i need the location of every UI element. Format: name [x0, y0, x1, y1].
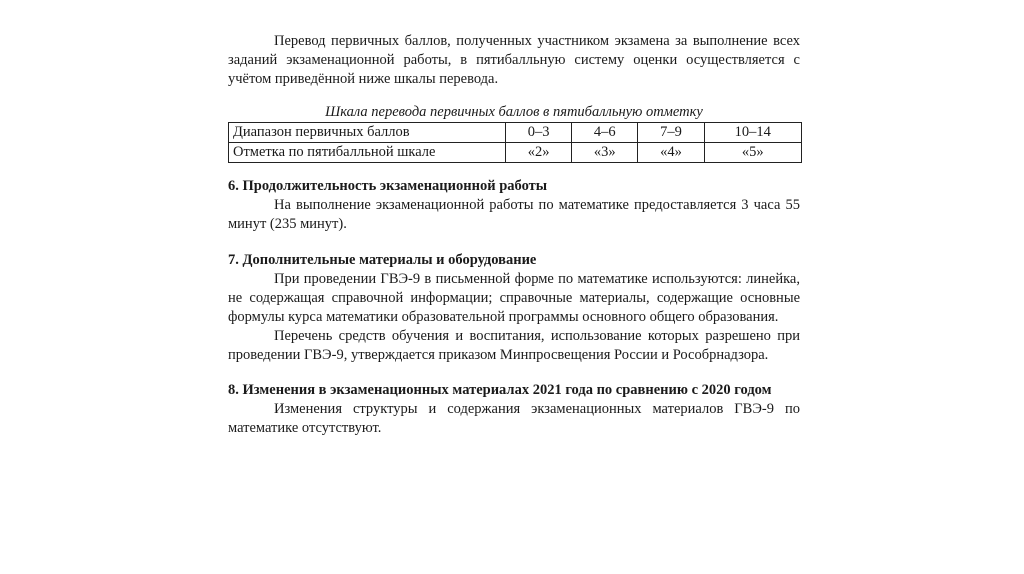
table-cell: 7–9 [638, 123, 704, 143]
table-cell: «5» [704, 143, 801, 163]
intro-paragraph: Перевод первичных баллов, полученных участником экзамена за выполнение всех заданий экзаменационной работы, в пятибалльную систему оценки осуществляется с учётом приведённой ниже шкалы перевода. [228, 33, 800, 87]
table-row [229, 123, 802, 143]
section-6 [228, 177, 800, 234]
section-7-body-2: Перечень средств обучения и воспитания, использование которых разрешено при проведении ГВЭ-9, утверждается приказом Минпросвещения России и Рособрнадзора. [228, 328, 800, 363]
section-7-body-1: При проведении ГВЭ-9 в письменной форме по математике используются: линейка, не содержащая справочной информации; справочные материалы, содержащие основные формулы курса математики образовательной программы основного общего образования. [228, 271, 800, 325]
table-cell-label: Диапазон первичных баллов [229, 123, 506, 143]
table-row [229, 143, 802, 163]
table-cell: 10–14 [704, 123, 801, 143]
table-cell: «4» [638, 143, 704, 163]
table-cell: 4–6 [572, 123, 638, 143]
document-page [228, 32, 800, 438]
section-6-heading: 6. Продолжительность экзаменационной работы [228, 178, 548, 194]
section-8-heading: 8. Изменения в экзаменационных материалах 2021 года по сравнению с 2020 годом [228, 382, 772, 398]
section-8 [228, 381, 800, 438]
section-6-body: На выполнение экзаменационной работы по математике предоставляется 3 часа 55 минут (235 минут). [228, 197, 800, 232]
table-caption: Шкала перевода первичных баллов в пятибалльную отметку [325, 104, 703, 120]
table-cell-label: Отметка по пятибалльной шкале [229, 143, 506, 163]
section-7-heading: 7. Дополнительные материалы и оборудование [228, 252, 537, 268]
table-cell: «2» [506, 143, 572, 163]
table-cell: «3» [572, 143, 638, 163]
section-8-body: Изменения структуры и содержания экзаменационных материалов ГВЭ-9 по математике отсутствуют. [228, 401, 800, 436]
grade-scale-table [228, 122, 802, 163]
section-7 [228, 251, 800, 365]
table-cell: 0–3 [506, 123, 572, 143]
